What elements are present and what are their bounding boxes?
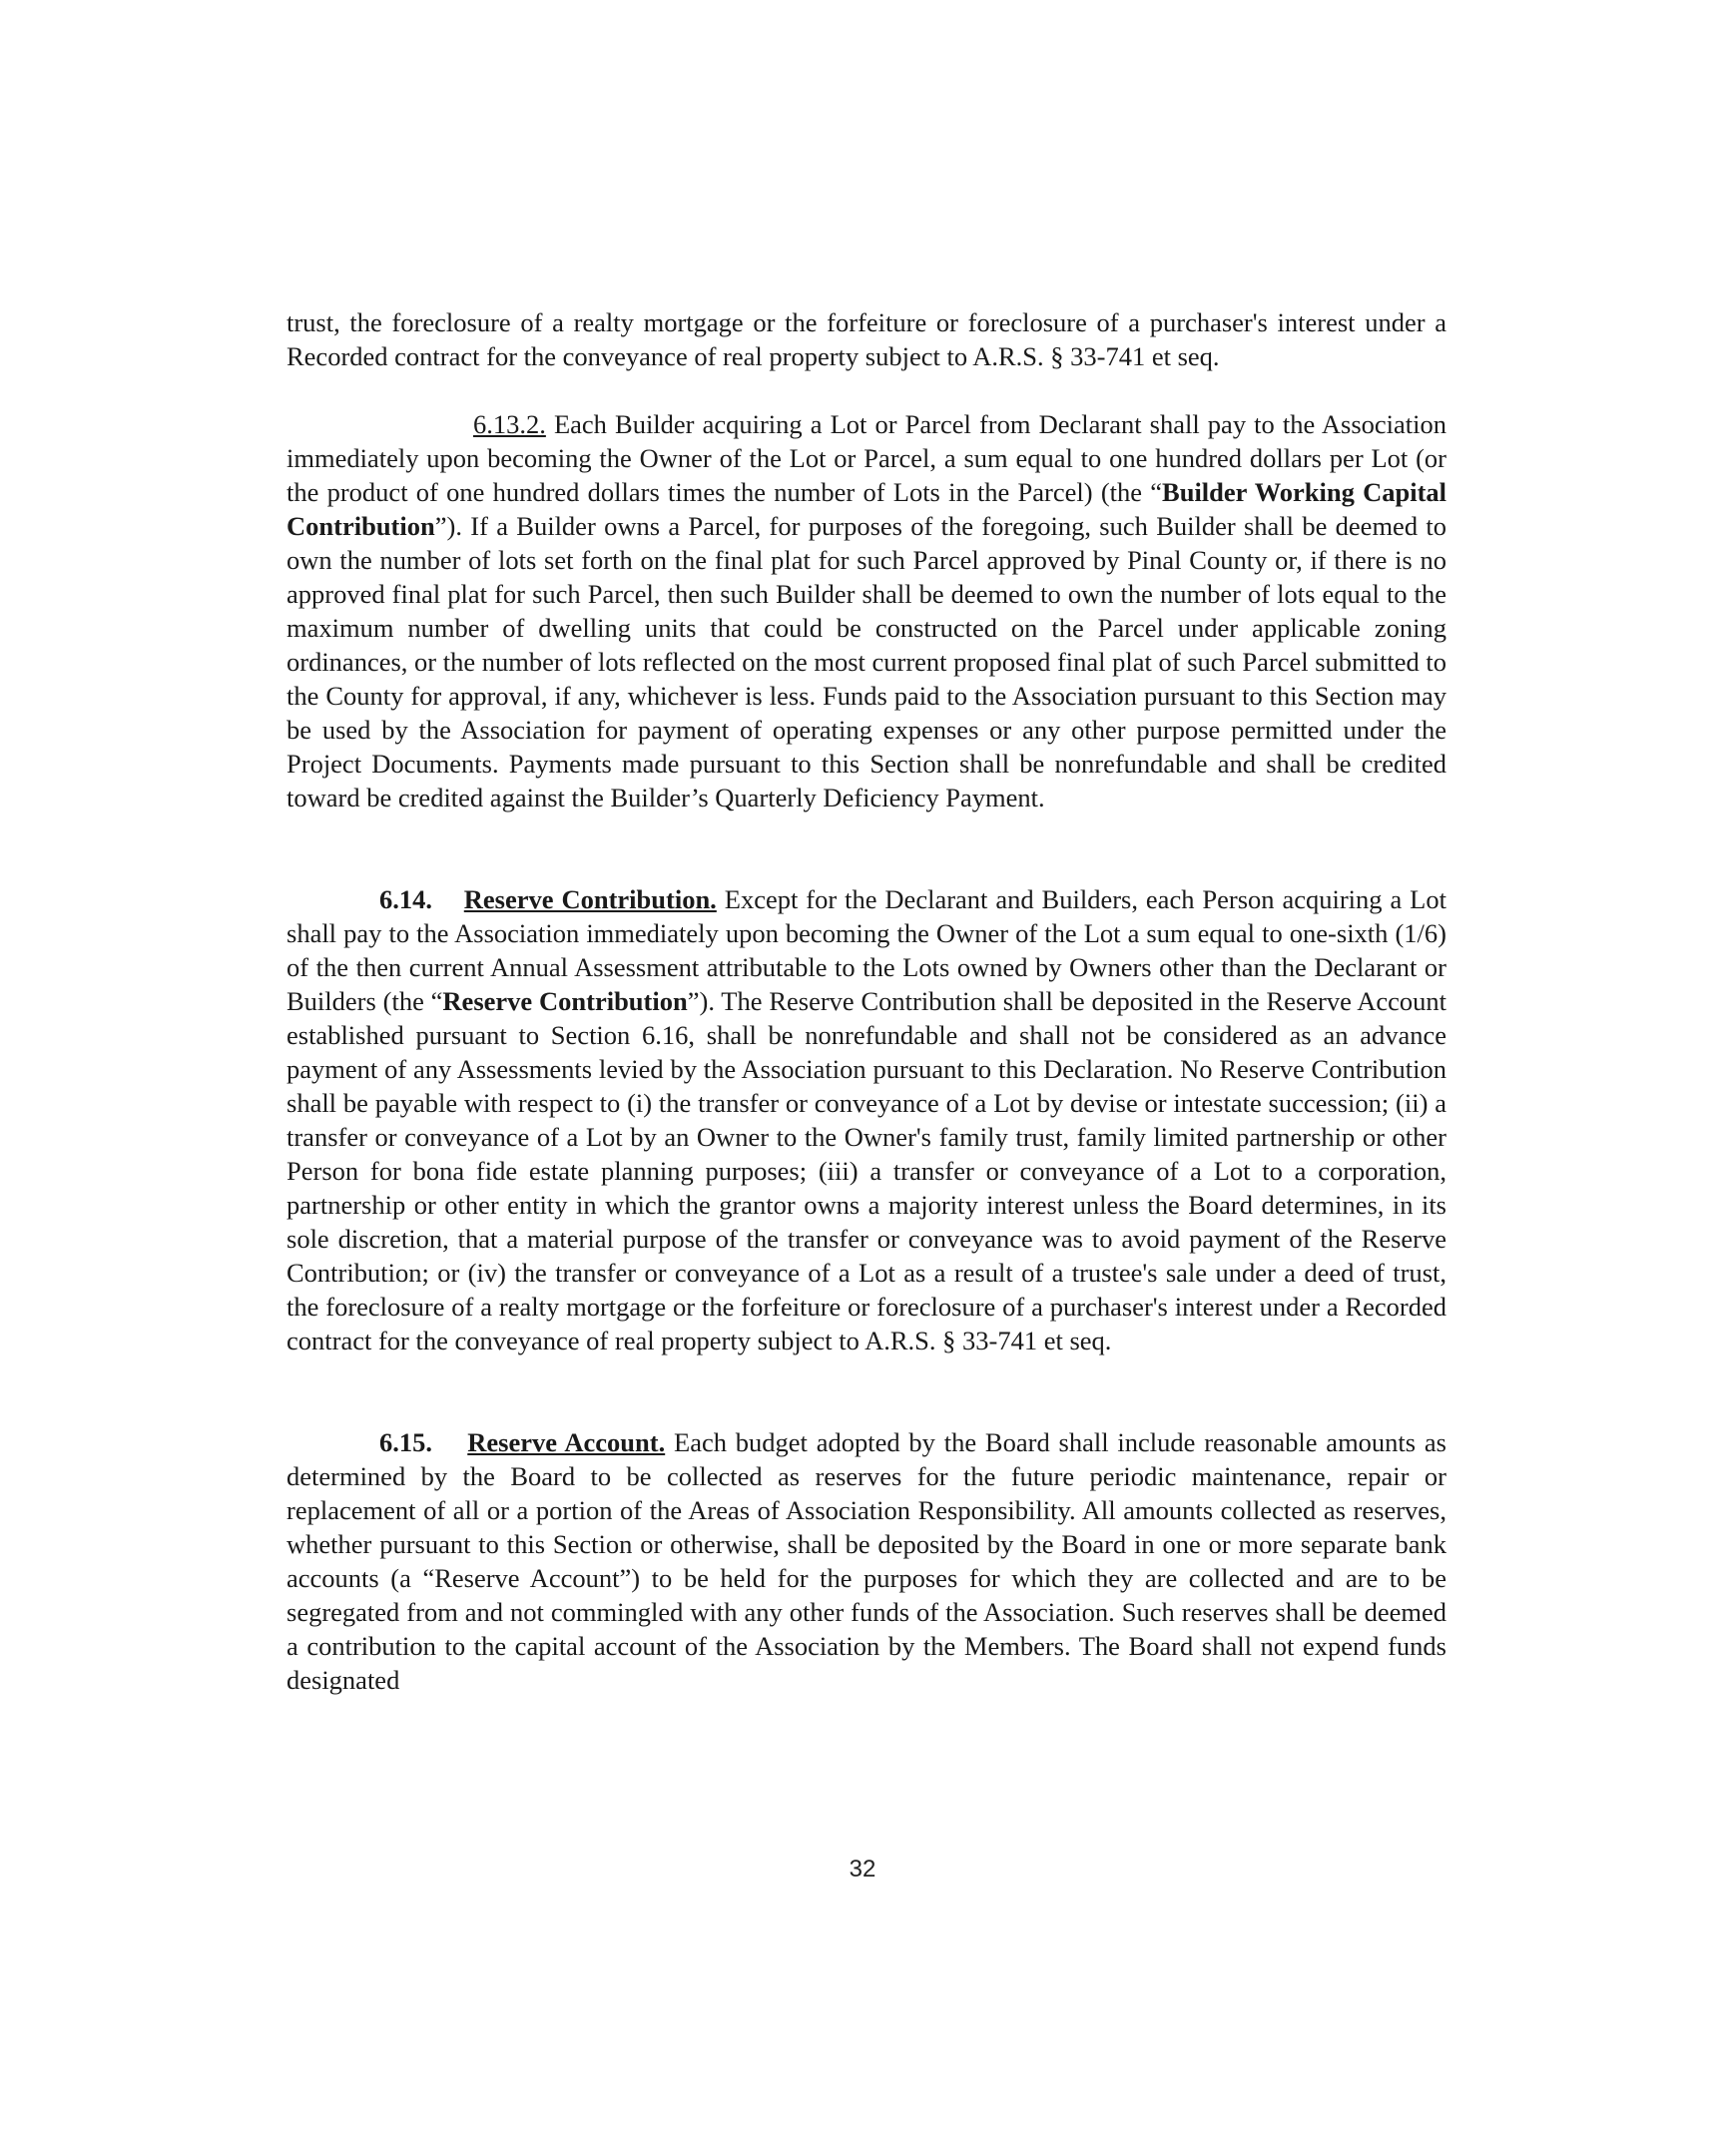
- section-6-15: [287, 1425, 1446, 1697]
- section-text: Each budget adopted by the Board shall include reasonable amounts as determined by the Board to be collected as reserves for the future periodic maintenance, repair or replacement of all or a portion of the Areas of Association Responsibility. All amounts collected as reserves, whether pursuant to this Section or otherwise, shall be deposited by the Board in one or more separate bank accounts (a “Reserve Account”) to be held for the purposes for which they are collected and are to be segregated from and not commingled with any other funds of the Association. Such reserves shall be deemed a contribution to the capital account of the Association by the Members. The Board shall not expend funds designated: [287, 1427, 1446, 1695]
- subsection-text-part1: Each Builder acquiring a Lot or Parcel from Declarant shall pay to the Association immediately upon becoming the Owner of the Lot or Parcel, a sum equal to one hundred dollars per Lot (or the product of one hundred dollars times the number of Lots in the Parcel) (the “: [287, 409, 1446, 507]
- defined-term-builder-working-capital: Builder Working Capital Contribution: [287, 477, 1447, 541]
- section-heading: Reserve Account.: [467, 1427, 666, 1457]
- section-6-14: [287, 882, 1446, 1357]
- section-heading: Reserve Contribution.: [463, 884, 717, 914]
- section-number: 6.14.: [379, 884, 432, 914]
- paragraph-continuation: trust, the foreclosure of a realty mortgage or the forfeiture or foreclosure of a purchaser's interest under a Recorded contract for the conveyance of real property subject to A.R.S. § 33-741 et seq.: [287, 307, 1446, 371]
- document-body: [287, 305, 1446, 1697]
- section-number: 6.15.: [379, 1427, 432, 1457]
- subsection-6-13-2: [287, 407, 1446, 814]
- section-text-part1: Except for the Declarant and Builders, each Person acquiring a Lot shall pay to the Association immediately upon becoming the Owner of the Lot a sum equal to one-sixth (1/6) of the then current Annual Assessment attributable to the Lots owned by Owners other than the Declarant or Builders (the “: [287, 884, 1446, 1016]
- defined-term-reserve-contribution: Reserve Contribution: [442, 986, 688, 1016]
- section-text-part2: ”). The Reserve Contribution shall be deposited in the Reserve Account established pursuant to Section 6.16, shall be nonrefundable and shall not be considered as an advance payment of any Assessments levied by the Association pursuant to this Declaration. No Reserve Contribution shall be payable with respect to (i) the transfer or conveyance of a Lot by devise or intestate succession; (ii) a transfer or conveyance of a Lot by an Owner to the Owner's family trust, family limited partnership or other Person for bona fide estate planning purposes; (iii) a transfer or conveyance of a Lot to a corporation, partnership or other entity in which the grantor owns a majority interest unless the Board determines, in its sole discretion, that a material purpose of the transfer or conveyance was to avoid payment of the Reserve Contribution; or (iv) the transfer or conveyance of a Lot as a result of a trustee's sale under a deed of trust, the foreclosure of a realty mortgage or the forfeiture or foreclosure of a purchaser's interest under a Recorded contract for the conveyance of real property subject to A.R.S. § 33-741 et seq.: [287, 986, 1446, 1355]
- page-number: 32: [849, 1856, 876, 1883]
- subsection-text-part2: ”). If a Builder owns a Parcel, for purposes of the foregoing, such Builder shall be deemed to own the number of lots set forth on the final plat for such Parcel approved by Pinal County or, if there is no approved final plat for such Parcel, then such Builder shall be deemed to own the number of lots equal to the maximum number of dwelling units that could be constructed on the Parcel under applicable zoning ordinances, or the number of lots reflected on the most current proposed final plat of such Parcel submitted to the County for approval, if any, whichever is less. Funds paid to the Association pursuant to this Section may be used by the Association for payment of operating expenses or any other purpose permitted under the Project Documents. Payments made pursuant to this Section shall be nonrefundable and shall be credited toward be credited against the Builder’s Quarterly Deficiency Payment.: [287, 511, 1446, 812]
- subsection-number: 6.13.2.: [473, 409, 546, 439]
